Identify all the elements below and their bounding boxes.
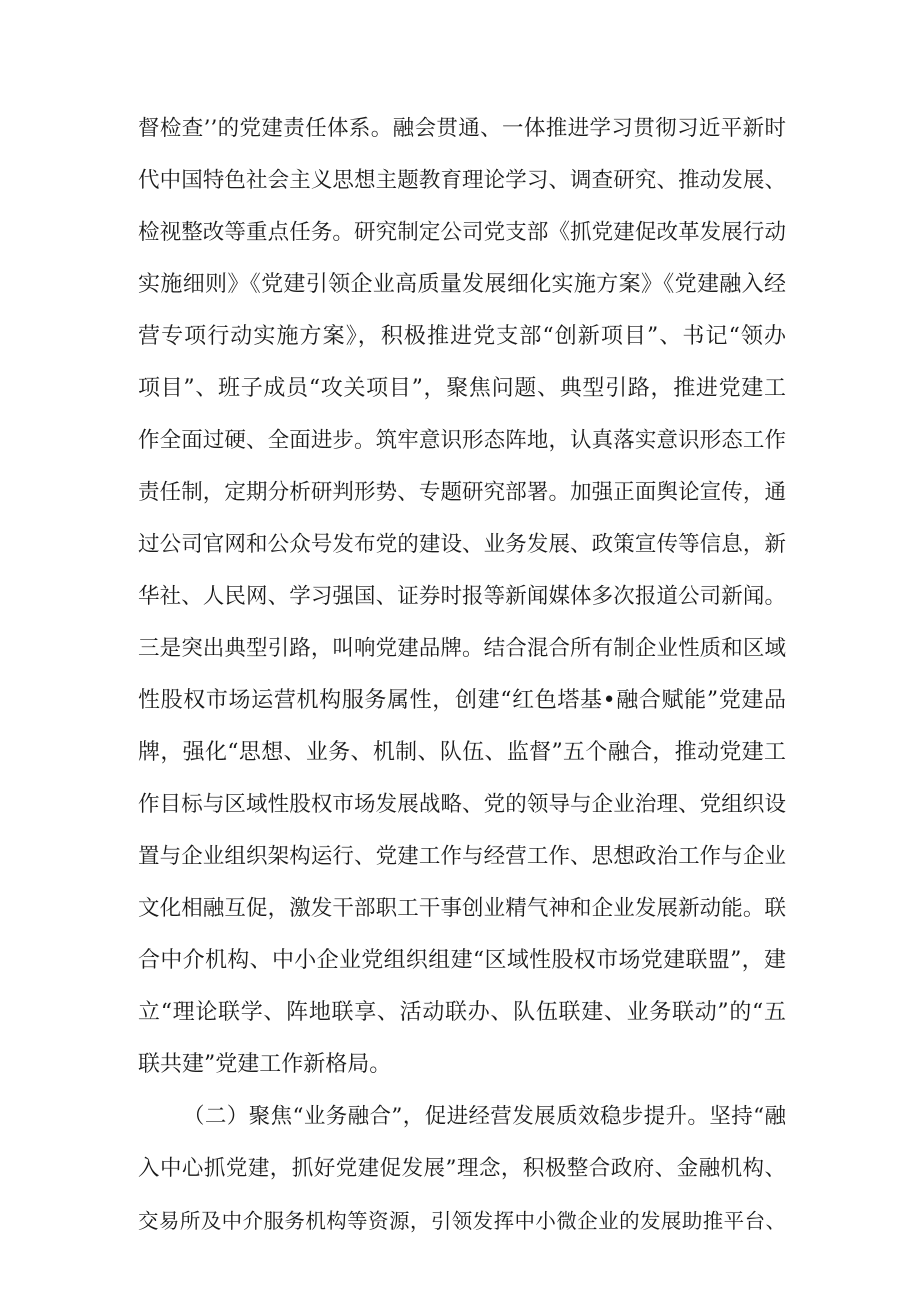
paragraph-line: 过公司官网和公众号发布党的建设、业务发展、政策宣传等信息，新: [138, 532, 786, 557]
paragraph-line: 交易所及中介服务机构等资源，引领发挥中小微企业的发展助推平台、: [138, 1209, 786, 1233]
paragraph-line: 督检查’’的党建责任体系。融会贯通、一体推进学习贯彻习近平新时: [138, 116, 786, 141]
paragraph-line: 性股权市场运营机构服务属性，创建“红色塔基•融合赋能”党建品: [138, 688, 786, 713]
paragraph-line: 项目”、班子成员“攻关项目”，聚焦问题、典型引路，推进党建工: [138, 376, 786, 401]
paragraph-line: 代中国特色社会主义思想主题教育理论学习、调查研究、推动发展、: [138, 168, 786, 193]
paragraph-line: 作目标与区域性股权市场发展战略、党的领导与企业治理、党组织设: [138, 792, 786, 817]
paragraph-line: 联共建”党建工作新格局。: [138, 1052, 392, 1077]
paragraph-line: 检视整改等重点任务。研究制定公司党支部《抓党建促改革发展行动: [138, 220, 786, 245]
paragraph-line: 营专项行动实施方案》，积极推进党支部“创新项目”、书记“领办: [138, 324, 786, 349]
paragraph-line: 文化相融互促，激发干部职工干事创业精气神和企业发展新动能。联: [138, 896, 786, 921]
section-heading-line: （二）聚焦“业务融合”，促进经营发展质效稳步提升。坚持“融: [183, 1104, 786, 1129]
paragraph-line: 入中心抓党建，抓好党建促发展”理念，积极整合政府、金融机构、: [138, 1156, 786, 1181]
paragraph-line: 立“理论联学、阵地联享、活动联办、队伍联建、业务联动”的“五: [138, 1000, 786, 1025]
paragraph-line: 作全面过硬、全面进步。筑牢意识形态阵地，认真落实意识形态工作: [138, 428, 786, 453]
paragraph-line: 合中介机构、中小企业党组织组建“区域性股权市场党建联盟”，建: [138, 948, 786, 973]
paragraph-line: 实施细则》《党建引领企业高质量发展细化实施方案》《党建融入经: [138, 272, 786, 297]
paragraph-line: 三是突出典型引路，叫响党建品牌。结合混合所有制企业性质和区域: [138, 636, 786, 661]
paragraph-line: 置与企业组织架构运行、党建工作与经营工作、思想政治工作与企业: [138, 844, 786, 869]
paragraph-line: 责任制，定期分析研判形势、专题研究部署。加强正面舆论宣传，通: [138, 480, 786, 505]
paragraph-line: 牌，强化“思想、业务、机制、队伍、监督”五个融合，推动党建工: [138, 740, 786, 765]
paragraph-line: 华社、人民网、学习强国、证券时报等新闻媒体多次报道公司新闻。: [138, 584, 786, 609]
